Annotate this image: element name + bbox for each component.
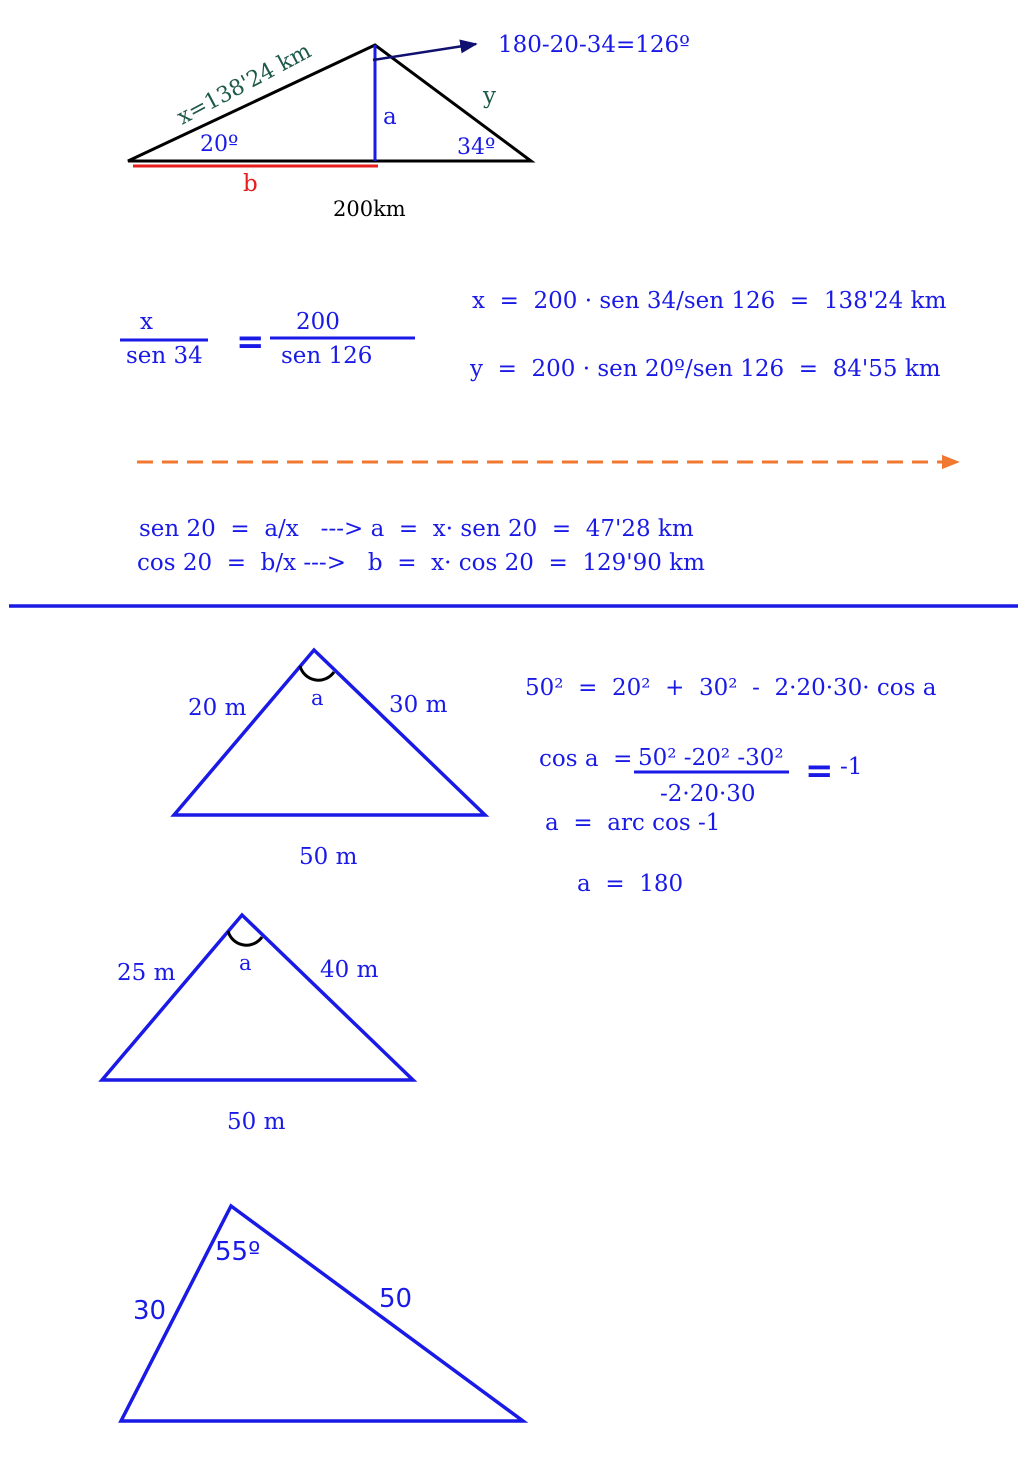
angle-sum-arrow bbox=[373, 44, 476, 60]
triangle-3-angle-arc bbox=[228, 931, 262, 945]
triangle-2-angle-arc bbox=[300, 666, 334, 680]
cosine-law-equation: 50² = 20² + 30² - 2·20·30· cos a bbox=[525, 675, 937, 701]
y-result: y = 200 · sen 20º/sen 126 = 84'55 km bbox=[470, 356, 941, 382]
fraction-right-denominator: sen 126 bbox=[281, 343, 373, 369]
triangle-3-right-side: 40 m bbox=[320, 957, 379, 983]
arc-cos-line: a = arc cos -1 bbox=[545, 810, 721, 836]
triangle-1-segment-b-label: b bbox=[243, 171, 258, 197]
triangle-2-angle-label: a bbox=[311, 686, 324, 710]
fraction-right-numerator: 200 bbox=[296, 309, 340, 335]
cos-a-value: -1 bbox=[840, 754, 863, 780]
triangle-4-right-side: 50 bbox=[379, 1284, 413, 1314]
cosine-law-work bbox=[525, 675, 937, 897]
cos-a-numerator: 50² -20² -30² bbox=[638, 745, 784, 771]
triangle-1-height-a: a bbox=[383, 104, 397, 130]
fractions-equals-sign: = bbox=[236, 322, 265, 362]
triangle-1-side-y: y bbox=[483, 83, 496, 109]
triangle-4 bbox=[121, 1206, 523, 1421]
cos-a-equals-sign: = bbox=[805, 751, 834, 791]
cos-a-prefix: cos a = bbox=[539, 746, 633, 772]
angle-result-line: a = 180 bbox=[577, 871, 684, 897]
triangle-3-left-side: 25 m bbox=[117, 960, 176, 986]
fraction-left-numerator: x bbox=[140, 309, 153, 335]
right-triangle-relations bbox=[137, 516, 705, 576]
law-of-sines bbox=[120, 288, 947, 382]
triangle-2-base: 50 m bbox=[299, 844, 358, 870]
triangle-1-base-label: 200km bbox=[333, 197, 406, 221]
triangle-3-base: 50 m bbox=[227, 1109, 286, 1135]
triangle-2-left-side: 20 m bbox=[188, 695, 247, 721]
triangle-1-angle-left: 20º bbox=[200, 132, 239, 157]
cos-a-denominator: -2·20·30 bbox=[660, 781, 756, 807]
cosine-relation: cos 20 = b/x ---> b = x· cos 20 = 129'90 km bbox=[137, 550, 705, 576]
triangle-1-angle-sum: 180-20-34=126º bbox=[498, 32, 690, 58]
triangle-3 bbox=[102, 915, 413, 1135]
fraction-left-denominator: sen 34 bbox=[126, 343, 203, 369]
triangle-1-angle-right: 34º bbox=[457, 135, 496, 160]
triangle-4-angle-label: 55º bbox=[215, 1237, 261, 1267]
triangle-1 bbox=[128, 32, 690, 221]
triangle-4-outline bbox=[121, 1206, 523, 1421]
triangle-2 bbox=[174, 650, 485, 870]
x-result: x = 200 · sen 34/sen 126 = 138'24 km bbox=[472, 288, 947, 314]
triangle-2-right-side: 30 m bbox=[389, 692, 448, 718]
triangle-3-angle-label: a bbox=[239, 951, 252, 975]
triangle-1-hyp-label: x=138'24 km bbox=[173, 38, 316, 131]
sine-relation: sen 20 = a/x ---> a = x· sen 20 = 47'28 km bbox=[139, 516, 694, 542]
triangle-4-left-side: 30 bbox=[133, 1296, 167, 1326]
